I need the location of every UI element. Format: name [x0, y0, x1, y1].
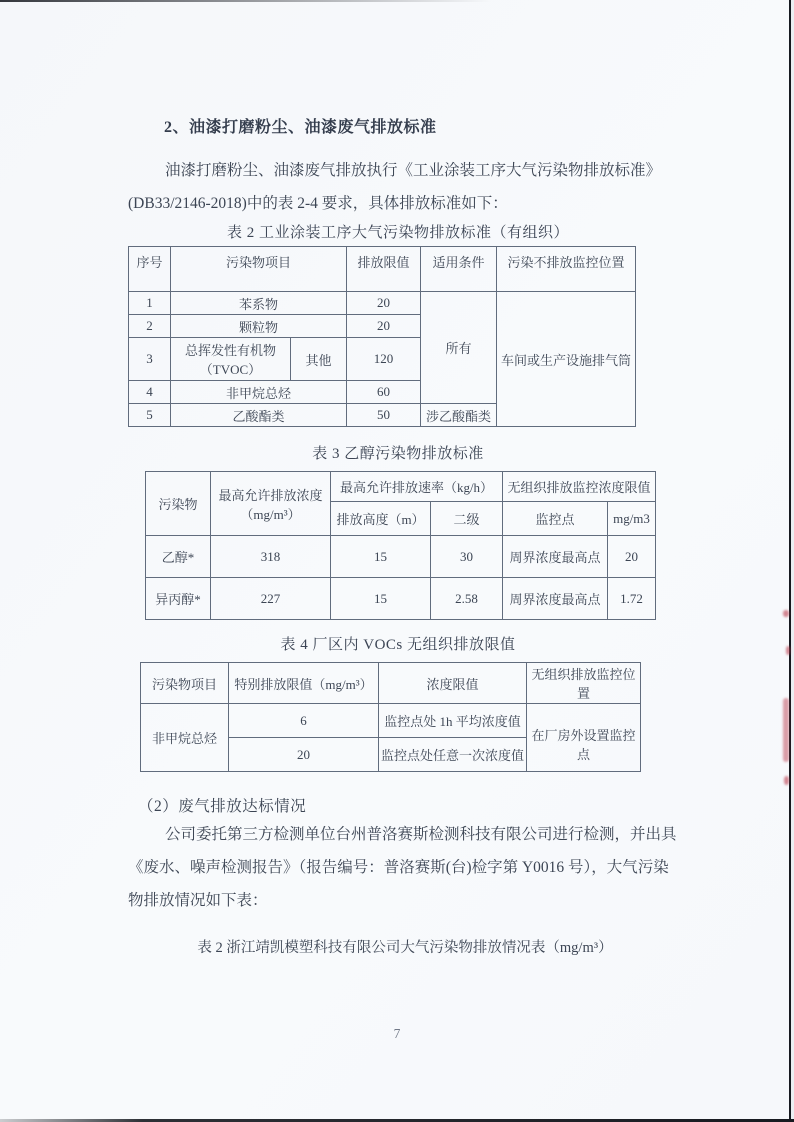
table-cell: 非甲烷总烃 — [171, 381, 347, 404]
header-cell-unit: mg/m3 — [608, 502, 656, 536]
header-cell-limit: 排放限值 — [347, 247, 421, 292]
paragraph-line: 公司委托第三方检测单位台州普洛赛斯检测科技有限公司进行检测，并出具 — [165, 826, 677, 843]
table-cell: 2 — [129, 315, 171, 338]
page-number: 7 — [393, 1026, 401, 1041]
header-cell-grade2: 二级 — [431, 502, 503, 536]
organized-emission-standard-table — [128, 246, 636, 427]
table-cell: 5 — [129, 404, 171, 427]
table-cell: 监控点处任意一次浓度值 — [379, 738, 527, 772]
header-cell-max-rate: 最高允许排放速率（kg/h） — [331, 472, 503, 502]
table-cell: 120 — [347, 338, 421, 381]
table-cell: 15 — [331, 536, 431, 578]
header-cell-special-limit: 特别排放限值（mg/m³） — [229, 663, 379, 704]
table-row — [146, 536, 656, 578]
table-cell: 涉乙酸酯类 — [421, 404, 497, 427]
table-row — [146, 578, 656, 620]
page-content — [128, 116, 677, 961]
header-cell-item: 污染物项目 — [171, 247, 347, 292]
table-cell: 15 — [331, 578, 431, 620]
table-cell: 1.72 — [608, 578, 656, 620]
table-cell: 异丙醇* — [146, 578, 211, 620]
table-cell: 4 — [129, 381, 171, 404]
table-header-row — [129, 247, 636, 292]
scan-edge-right — [789, 0, 791, 1122]
table-cell-pollutant-merged: 非甲烷总烃 — [141, 704, 229, 772]
table-cell: 60 — [347, 381, 421, 404]
table-cell: 318 — [211, 536, 331, 578]
table-cell: 总挥发性有机物（TVOC） — [171, 338, 291, 381]
red-stamp-mark — [783, 610, 789, 617]
red-stamp-mark — [786, 646, 790, 655]
table-cell: 30 — [431, 536, 503, 578]
scan-edge-top — [0, 0, 492, 2]
header-cell-location: 污染不排放监控位置 — [497, 247, 636, 292]
table-cell-location-merged: 在厂房外设置监控点 — [527, 704, 641, 772]
table3-caption: 表 3 乙醇污染物排放标准 — [312, 446, 484, 462]
table-cell: 20 — [608, 536, 656, 578]
table-cell: 周界浓度最高点 — [503, 536, 608, 578]
paragraph-line: 油漆打磨粉尘、油漆废气排放执行《工业涂装工序大气污染物排放标准》 — [165, 162, 662, 179]
header-cell-fugitive-limit: 无组织排放监控浓度限值 — [503, 472, 656, 502]
header-cell-condition: 适用条件 — [421, 247, 497, 292]
vocs-fugitive-limit-table — [140, 662, 641, 772]
table-cell: 颗粒物 — [171, 315, 347, 338]
table-cell: 其他 — [291, 338, 347, 381]
header-cell-stack-height: 排放高度（m） — [331, 502, 431, 536]
table-cell: 2.58 — [431, 578, 503, 620]
table-cell: 乙酸酯类 — [171, 404, 347, 427]
table-cell-location-merged: 车间或生产设施排气筒 — [497, 292, 636, 427]
header-cell-location: 无组织排放监控位置 — [527, 663, 641, 704]
table-row — [129, 292, 636, 315]
paragraph-line: (DB33/2146-2018)中的表 2-4 要求，具体排放标准如下： — [128, 195, 508, 212]
table2-caption: 表 2 工业涂装工序大气污染物排放标准（有组织） — [226, 225, 569, 241]
intro-paragraph — [128, 154, 668, 220]
red-stamp-mark — [784, 776, 789, 785]
ethanol-emission-standard-table — [145, 471, 656, 620]
table-cell: 乙醇* — [146, 536, 211, 578]
subsection-heading: （2）废气排放达标情况 — [138, 798, 307, 815]
red-stamp-mark — [783, 698, 789, 762]
table-cell: 20 — [347, 292, 421, 315]
table-cell-condition-merged: 所有 — [421, 292, 497, 404]
emission-situation-table-caption: 表 2 浙江靖凯模塑科技有限公司大气污染物排放情况表（mg/m³） — [197, 940, 613, 956]
table-header-row — [146, 472, 656, 502]
table-row — [141, 704, 641, 738]
table-cell: 50 — [347, 404, 421, 427]
table-cell: 227 — [211, 578, 331, 620]
table-cell: 6 — [229, 704, 379, 738]
table4-caption: 表 4 厂区内 VOCs 无组织排放限值 — [280, 637, 516, 653]
table-cell: 1 — [129, 292, 171, 315]
section-heading: 2、油漆打磨粉尘、油漆废气排放标准 — [164, 119, 437, 136]
paragraph-line: 《废水、噪声检测报告》（报告编号：普洛赛斯(台)检字第 Y0016 号），大气污染 — [128, 859, 669, 876]
header-cell-no: 序号 — [129, 247, 171, 292]
table-cell: 20 — [229, 738, 379, 772]
table-cell: 20 — [347, 315, 421, 338]
header-cell-max-concentration: 最高允许排放浓度（mg/m³） — [211, 472, 331, 536]
paragraph-line: 物排放情况如下表： — [128, 892, 268, 909]
header-cell-monitor-point: 监控点 — [503, 502, 608, 536]
header-cell-pollutant: 污染物 — [146, 472, 211, 536]
table-cell: 苯系物 — [171, 292, 347, 315]
table-cell: 周界浓度最高点 — [503, 578, 608, 620]
table-cell: 3 — [129, 338, 171, 381]
inspection-paragraph — [128, 818, 677, 917]
table-header-row — [141, 663, 641, 704]
header-cell-item: 污染物项目 — [141, 663, 229, 704]
header-cell-concentration-limit: 浓度限值 — [379, 663, 527, 704]
table-cell: 监控点处 1h 平均浓度值 — [379, 704, 527, 738]
